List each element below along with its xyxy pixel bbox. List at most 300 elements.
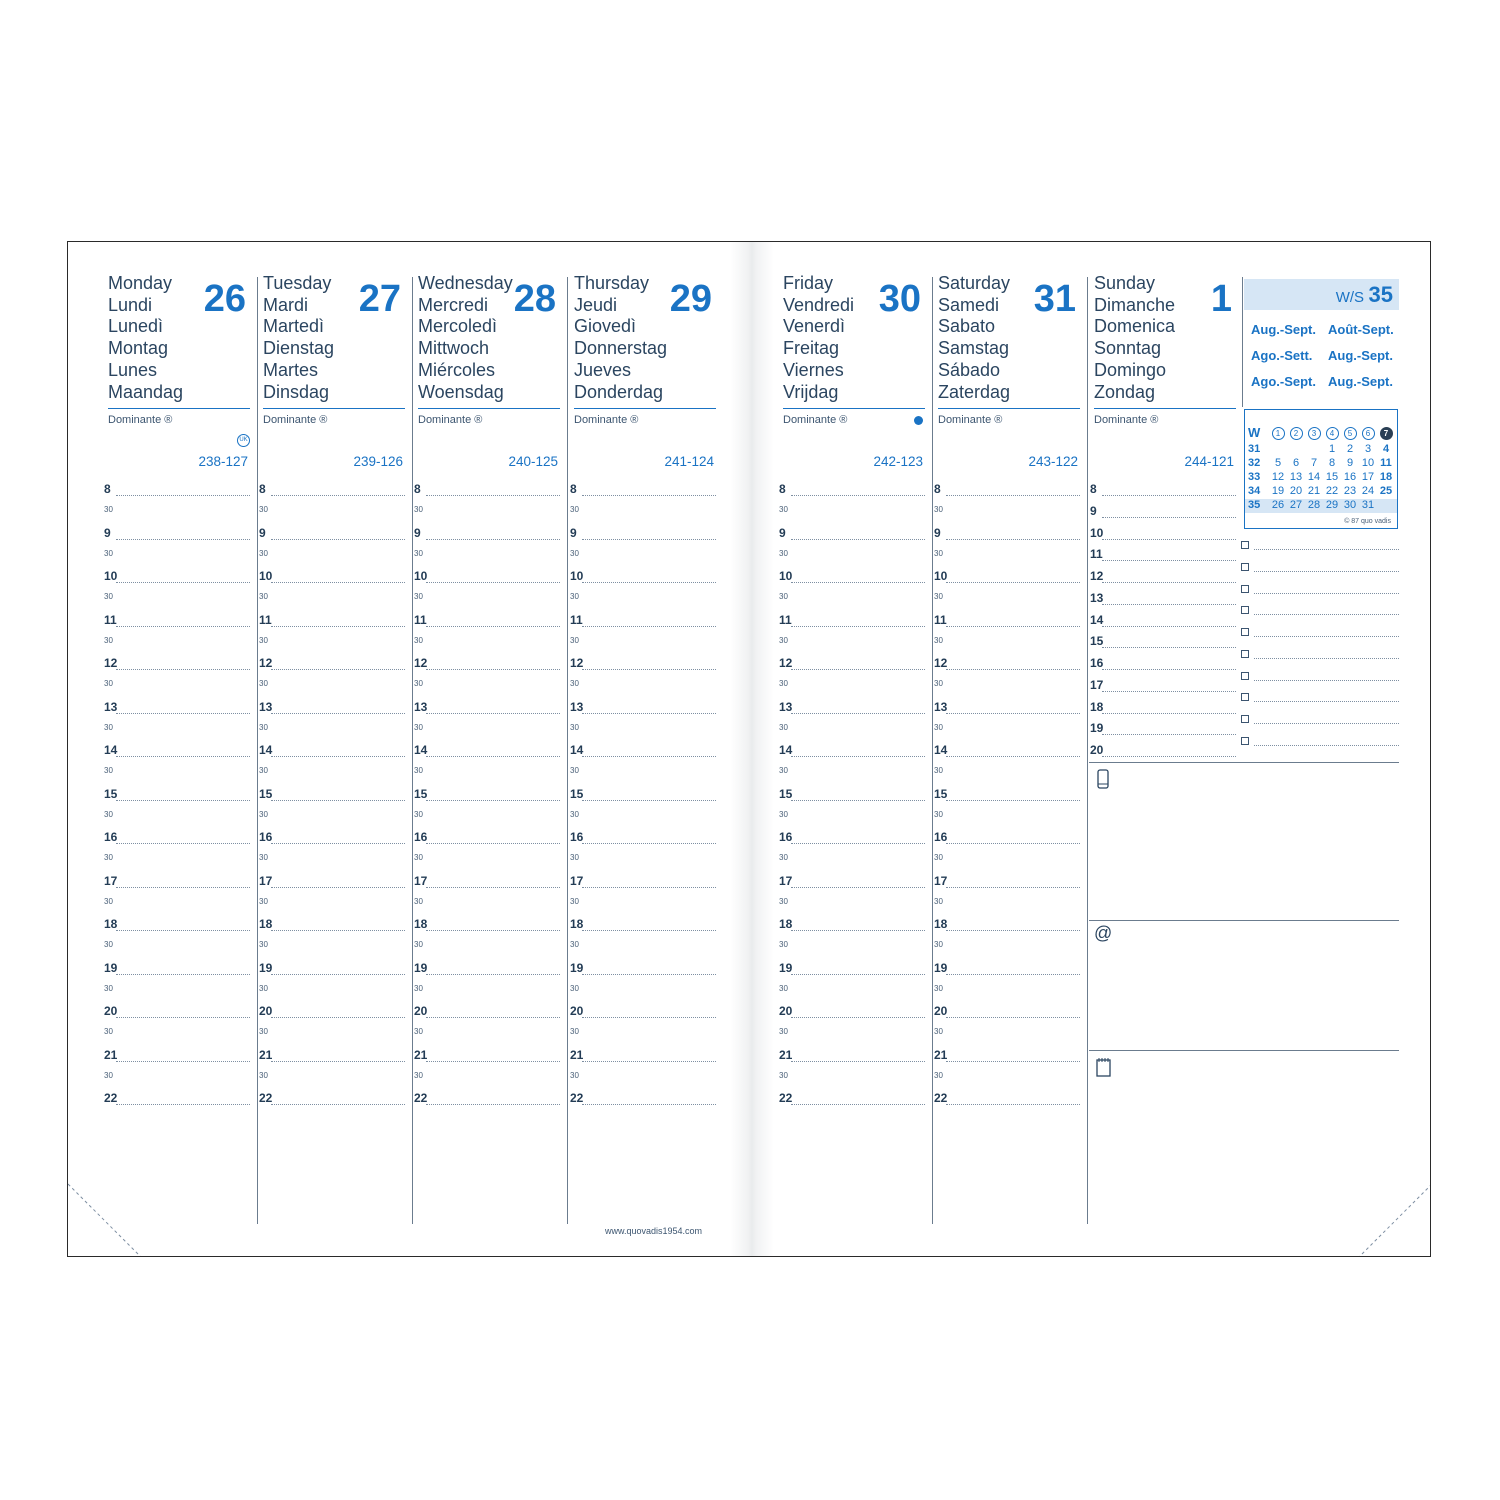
hour-line[interactable] (426, 495, 560, 496)
hour-label: 18 (570, 917, 584, 931)
hour-line[interactable] (946, 756, 1080, 757)
hour-label: 18 (414, 917, 428, 931)
day-cell[interactable]: 20 (1289, 485, 1303, 497)
hour-line[interactable] (116, 930, 250, 931)
hour-label: 10 (104, 569, 118, 583)
mini-cal-week-row (1245, 457, 1397, 471)
hour-line[interactable] (946, 1061, 1080, 1062)
hour-label: 14 (570, 743, 584, 757)
hour-line[interactable] (946, 626, 1080, 627)
hour-line[interactable] (271, 1104, 405, 1105)
hour-label: 17 (934, 873, 948, 888)
hour-line[interactable] (582, 1104, 716, 1105)
task-line[interactable] (1254, 571, 1399, 572)
hour-line[interactable] (1102, 734, 1236, 735)
day-column (570, 242, 716, 1256)
day-names (574, 273, 667, 403)
hour-line[interactable] (116, 713, 250, 714)
half-hour-label: 30 (104, 548, 113, 558)
hour-line[interactable] (271, 756, 405, 757)
day-cell[interactable]: 12 (1271, 471, 1285, 483)
half-hour-label: 30 (779, 853, 788, 862)
hour-label: 14 (259, 743, 273, 757)
half-hour-label: 30 (259, 896, 268, 906)
hour-line[interactable] (582, 582, 716, 583)
hour-line[interactable] (426, 539, 560, 540)
hour-label: 15 (414, 786, 428, 801)
half-hour-label: 30 (779, 809, 788, 819)
day-name: Maandag (108, 381, 184, 402)
day-name: Mercoledì (418, 316, 498, 337)
day-name: Sunday (1094, 273, 1156, 293)
hour-label: 16 (934, 830, 948, 844)
weekday-circle: 3 (1308, 427, 1321, 440)
hour-line[interactable] (116, 626, 250, 627)
day-cell[interactable]: 3 (1364, 443, 1372, 455)
hour-line[interactable] (946, 669, 1080, 670)
week-number-box (1244, 279, 1399, 310)
day-name: Jueves (574, 359, 632, 380)
month-label: Ago.-Sept. (1251, 374, 1316, 389)
task-checkbox[interactable] (1241, 693, 1249, 701)
day-name: Martes (263, 359, 319, 380)
uk-holiday-badge: UK (237, 434, 250, 447)
hour-line[interactable] (271, 930, 405, 931)
hour-line[interactable] (946, 1017, 1080, 1018)
hour-label: 15 (934, 786, 948, 801)
column-divider (567, 277, 568, 1224)
hour-label: 14 (104, 743, 118, 757)
hour-line[interactable] (582, 930, 716, 931)
hour-line[interactable] (271, 582, 405, 583)
task-line[interactable] (1254, 658, 1399, 659)
task-checkbox[interactable] (1241, 715, 1249, 723)
hour-label: 21 (934, 1047, 948, 1062)
half-hour-label: 30 (934, 679, 943, 688)
hour-label: 17 (779, 873, 793, 888)
hour-label: 21 (779, 1047, 793, 1062)
hour-label: 9 (104, 525, 111, 540)
hour-line[interactable] (116, 1061, 250, 1062)
day-cell[interactable]: 17 (1361, 471, 1375, 483)
day-cell[interactable]: 7 (1310, 457, 1318, 469)
hour-label: 17 (1090, 677, 1104, 692)
hour-label: 22 (570, 1091, 584, 1105)
hour-label: 19 (1090, 721, 1104, 736)
hour-line[interactable] (426, 1017, 560, 1018)
half-hour-label: 30 (414, 983, 423, 993)
half-hour-label: 30 (570, 983, 579, 993)
hour-line[interactable] (271, 974, 405, 975)
task-checkbox[interactable] (1241, 672, 1249, 680)
hour-line[interactable] (116, 1104, 250, 1105)
hour-line[interactable] (426, 1061, 560, 1062)
hour-label: 8 (1090, 482, 1097, 496)
half-hour-label: 30 (414, 766, 423, 775)
day-cell[interactable]: 4 (1382, 443, 1390, 455)
hour-line[interactable] (791, 930, 925, 931)
hour-line[interactable] (271, 713, 405, 714)
half-hour-label: 30 (570, 635, 579, 645)
task-line[interactable] (1254, 593, 1399, 594)
day-cell[interactable]: 15 (1325, 471, 1339, 483)
hour-line[interactable] (426, 887, 560, 888)
task-checkbox[interactable] (1241, 585, 1249, 593)
hour-line[interactable] (582, 974, 716, 975)
task-line[interactable] (1254, 549, 1399, 550)
half-hour-label: 30 (104, 983, 113, 993)
day-count: 239-126 (353, 454, 403, 469)
hour-line[interactable] (116, 582, 250, 583)
day-cell[interactable]: 27 (1289, 499, 1303, 511)
task-line[interactable] (1254, 614, 1399, 615)
day-cell[interactable]: 21 (1307, 485, 1321, 497)
day-names (783, 273, 854, 403)
half-hour-label: 30 (779, 1027, 788, 1036)
hour-line[interactable] (271, 495, 405, 496)
hour-label: 11 (259, 612, 272, 627)
hour-label: 16 (779, 830, 793, 844)
day-cell[interactable]: 26 (1271, 499, 1285, 511)
day-name: Miércoles (418, 359, 496, 380)
hour-line[interactable] (791, 626, 925, 627)
hour-line[interactable] (946, 582, 1080, 583)
hour-line[interactable] (582, 887, 716, 888)
hour-line[interactable] (271, 626, 405, 627)
hour-line[interactable] (791, 713, 925, 714)
hour-line[interactable] (791, 1104, 925, 1105)
day-cell[interactable]: 22 (1325, 485, 1339, 497)
hour-line[interactable] (426, 669, 560, 670)
hour-line[interactable] (426, 974, 560, 975)
hour-line[interactable] (1102, 647, 1236, 648)
hour-line[interactable] (791, 1061, 925, 1062)
weekday-circle: 4 (1326, 427, 1339, 440)
day-name: Freitag (783, 338, 840, 359)
day-column (1090, 242, 1236, 1256)
notepad-icon (1096, 1057, 1112, 1077)
day-name: Donderdag (574, 381, 664, 402)
hour-label: 18 (779, 917, 793, 931)
hour-line[interactable] (946, 539, 1080, 540)
hour-line[interactable] (1102, 517, 1236, 518)
half-hour-label: 30 (104, 592, 113, 601)
day-cell[interactable]: 29 (1325, 499, 1339, 511)
half-hour-label: 30 (570, 548, 579, 558)
hour-label: 16 (570, 830, 584, 844)
day-name: Zaterdag (938, 381, 1011, 402)
hour-label: 22 (414, 1091, 428, 1105)
task-checkbox[interactable] (1241, 563, 1249, 571)
hour-line[interactable] (116, 1017, 250, 1018)
hour-line[interactable] (791, 974, 925, 975)
hour-line[interactable] (1102, 560, 1236, 561)
day-cell[interactable]: 2 (1346, 443, 1354, 455)
half-hour-label: 30 (104, 1070, 113, 1080)
header-rule (418, 408, 560, 409)
day-name: Mardi (263, 294, 309, 315)
day-cell[interactable]: 13 (1289, 471, 1303, 483)
hour-line[interactable] (426, 713, 560, 714)
hour-label: 20 (104, 1004, 118, 1018)
hour-line[interactable] (791, 800, 925, 801)
hour-line[interactable] (1102, 756, 1236, 757)
hour-label: 17 (570, 873, 584, 888)
hour-line[interactable] (426, 756, 560, 757)
half-hour-label: 30 (934, 809, 943, 819)
weekday-circle: 6 (1362, 427, 1375, 440)
hour-line[interactable] (582, 1017, 716, 1018)
day-count: 243-122 (1028, 454, 1078, 469)
task-checkbox[interactable] (1241, 737, 1249, 745)
hour-label: 11 (414, 612, 427, 627)
hour-line[interactable] (582, 1061, 716, 1062)
half-hour-label: 30 (934, 722, 943, 732)
day-column (259, 242, 405, 1256)
day-column (934, 242, 1080, 1256)
hour-line[interactable] (946, 930, 1080, 931)
half-hour-label: 30 (414, 896, 423, 906)
hour-label: 19 (414, 960, 428, 975)
hour-line[interactable] (426, 930, 560, 931)
notes-top-rule (1089, 762, 1399, 763)
hour-label: 21 (570, 1047, 584, 1062)
day-cell[interactable]: 8 (1328, 457, 1336, 469)
day-cell[interactable]: 6 (1292, 457, 1300, 469)
day-column (104, 242, 250, 1256)
weekday-circle: 1 (1272, 427, 1285, 440)
hour-line[interactable] (271, 843, 405, 844)
hour-line[interactable] (1102, 713, 1236, 714)
hour-line[interactable] (1102, 604, 1236, 605)
dominante-label: Dominante ® (418, 414, 483, 426)
hour-line[interactable] (791, 495, 925, 496)
day-cell[interactable]: 28 (1307, 499, 1321, 511)
hour-label: 15 (779, 786, 793, 801)
hour-line[interactable] (582, 495, 716, 496)
hour-line[interactable] (1102, 669, 1236, 670)
day-count: 241-124 (664, 454, 714, 469)
hour-label: 14 (1090, 612, 1104, 627)
column-divider (257, 277, 258, 1224)
hour-line[interactable] (582, 539, 716, 540)
half-hour-label: 30 (104, 505, 113, 514)
hour-line[interactable] (582, 800, 716, 801)
hour-label: 18 (259, 917, 273, 931)
hour-line[interactable] (946, 843, 1080, 844)
header-rule (108, 408, 250, 409)
day-name: Samedi (938, 294, 1000, 315)
hour-line[interactable] (426, 1104, 560, 1105)
half-hour-label: 30 (414, 1070, 423, 1080)
hour-label: 11 (570, 612, 583, 627)
header-rule (783, 408, 925, 409)
hour-line[interactable] (116, 843, 250, 844)
hour-line[interactable] (271, 1017, 405, 1018)
hour-line[interactable] (426, 800, 560, 801)
day-number: 1 (1210, 278, 1232, 320)
hour-line[interactable] (1102, 582, 1236, 583)
day-cell[interactable]: 14 (1307, 471, 1321, 483)
hour-line[interactable] (1102, 691, 1236, 692)
day-cell[interactable]: 18 (1379, 471, 1393, 483)
weekly-planner-spread (67, 241, 1431, 1257)
day-column (779, 242, 925, 1256)
hour-label: 10 (570, 569, 584, 583)
hour-line[interactable] (582, 669, 716, 670)
day-cell[interactable]: 31 (1361, 499, 1375, 511)
hour-line[interactable] (271, 1061, 405, 1062)
hour-label: 19 (259, 960, 273, 975)
task-line[interactable] (1254, 723, 1399, 724)
day-cell[interactable]: 24 (1361, 485, 1375, 497)
hour-line[interactable] (791, 843, 925, 844)
day-cell[interactable]: 23 (1343, 485, 1357, 497)
hour-line[interactable] (116, 669, 250, 670)
day-number: 29 (669, 278, 712, 320)
hour-label: 18 (1090, 699, 1104, 714)
notes-divider (1089, 920, 1399, 921)
hour-line[interactable] (271, 539, 405, 540)
header-rule (1094, 408, 1236, 409)
hour-label: 17 (414, 873, 428, 888)
hour-line[interactable] (1102, 495, 1236, 496)
hour-line[interactable] (426, 843, 560, 844)
hour-line[interactable] (271, 800, 405, 801)
hour-line[interactable] (116, 539, 250, 540)
task-line[interactable] (1254, 745, 1399, 746)
hour-line[interactable] (426, 582, 560, 583)
half-hour-label: 30 (934, 766, 943, 775)
hour-line[interactable] (116, 756, 250, 757)
month-label: Aug.-Sept. (1251, 322, 1316, 337)
task-checkbox[interactable] (1241, 650, 1249, 658)
task-checkbox[interactable] (1241, 606, 1249, 614)
hour-label: 12 (1090, 569, 1104, 583)
day-cell[interactable]: 11 (1380, 457, 1392, 469)
day-name: Thursday (574, 273, 650, 293)
half-hour-label: 30 (570, 679, 579, 688)
dominante-label: Dominante ® (1094, 414, 1159, 426)
header-rule (938, 408, 1080, 409)
day-count: 238-127 (198, 454, 248, 469)
column-divider (932, 277, 933, 1224)
hour-label: 19 (934, 960, 948, 975)
task-checkbox[interactable] (1241, 541, 1249, 549)
hour-line[interactable] (946, 495, 1080, 496)
day-name: Mittwoch (418, 338, 490, 359)
hour-line[interactable] (791, 539, 925, 540)
hour-line[interactable] (946, 1104, 1080, 1105)
hour-line[interactable] (582, 756, 716, 757)
day-name: Sonntag (1094, 338, 1162, 359)
half-hour-label: 30 (414, 592, 423, 601)
day-name: Samstag (938, 338, 1010, 359)
task-line[interactable] (1254, 680, 1399, 681)
half-hour-label: 30 (259, 1027, 268, 1036)
hour-label: 15 (570, 786, 584, 801)
hour-line[interactable] (946, 974, 1080, 975)
hour-label: 13 (779, 699, 793, 714)
hour-line[interactable] (1102, 539, 1236, 540)
hour-label: 21 (414, 1047, 428, 1062)
hour-line[interactable] (791, 756, 925, 757)
day-cell[interactable]: 1 (1328, 443, 1336, 455)
hour-line[interactable] (116, 887, 250, 888)
day-name: Friday (783, 273, 834, 293)
hour-label: 13 (1090, 590, 1104, 605)
hour-label: 21 (104, 1047, 118, 1062)
half-hour-label: 30 (779, 766, 788, 775)
task-checkbox[interactable] (1241, 628, 1249, 636)
hour-label: 10 (259, 569, 273, 583)
day-name: Tuesday (263, 273, 332, 293)
hour-line[interactable] (116, 495, 250, 496)
hour-line[interactable] (582, 713, 716, 714)
hour-label: 19 (104, 960, 118, 975)
hour-label: 8 (259, 482, 266, 496)
hour-line[interactable] (946, 800, 1080, 801)
hour-label: 11 (1090, 547, 1103, 562)
half-hour-label: 30 (414, 548, 423, 558)
hour-label: 15 (104, 786, 118, 801)
half-hour-label: 30 (259, 853, 268, 862)
day-cell[interactable]: 19 (1271, 485, 1285, 497)
hour-label: 14 (779, 743, 793, 757)
day-cell[interactable]: 9 (1346, 457, 1354, 469)
hour-line[interactable] (1102, 626, 1236, 627)
hour-line[interactable] (426, 626, 560, 627)
hour-label: 16 (259, 830, 273, 844)
day-cell[interactable]: 30 (1343, 499, 1357, 511)
hour-line[interactable] (791, 887, 925, 888)
hour-line[interactable] (271, 669, 405, 670)
day-name: Montag (108, 338, 169, 359)
hour-line[interactable] (271, 887, 405, 888)
half-hour-label: 30 (779, 592, 788, 601)
hour-line[interactable] (791, 669, 925, 670)
hour-label: 13 (414, 699, 428, 714)
day-cell[interactable]: 16 (1343, 471, 1357, 483)
day-cell[interactable]: 25 (1379, 485, 1393, 497)
mini-cal-header (1245, 427, 1397, 441)
half-hour-label: 30 (259, 1070, 268, 1080)
day-cell[interactable]: 10 (1361, 457, 1375, 469)
day-cell[interactable]: 5 (1274, 457, 1282, 469)
day-name: Sábado (938, 359, 1001, 380)
day-number: 28 (513, 278, 556, 320)
hour-line[interactable] (791, 582, 925, 583)
hour-line[interactable] (946, 887, 1080, 888)
hour-line[interactable] (582, 626, 716, 627)
day-names (108, 273, 183, 403)
website-url[interactable]: www.quovadis1954.com (605, 1226, 703, 1236)
half-hour-label: 30 (779, 940, 788, 949)
half-hour-label: 30 (414, 853, 423, 862)
task-line[interactable] (1254, 701, 1399, 702)
half-hour-label: 30 (414, 679, 423, 688)
hour-line[interactable] (791, 1017, 925, 1018)
week-number-cell: 34 (1248, 485, 1261, 497)
hour-label: 13 (570, 699, 584, 714)
hour-line[interactable] (116, 974, 250, 975)
day-name: Domenica (1094, 316, 1176, 337)
hour-line[interactable] (116, 800, 250, 801)
notes-divider (1089, 1050, 1399, 1051)
hour-line[interactable] (946, 713, 1080, 714)
task-line[interactable] (1254, 636, 1399, 637)
hour-line[interactable] (582, 843, 716, 844)
